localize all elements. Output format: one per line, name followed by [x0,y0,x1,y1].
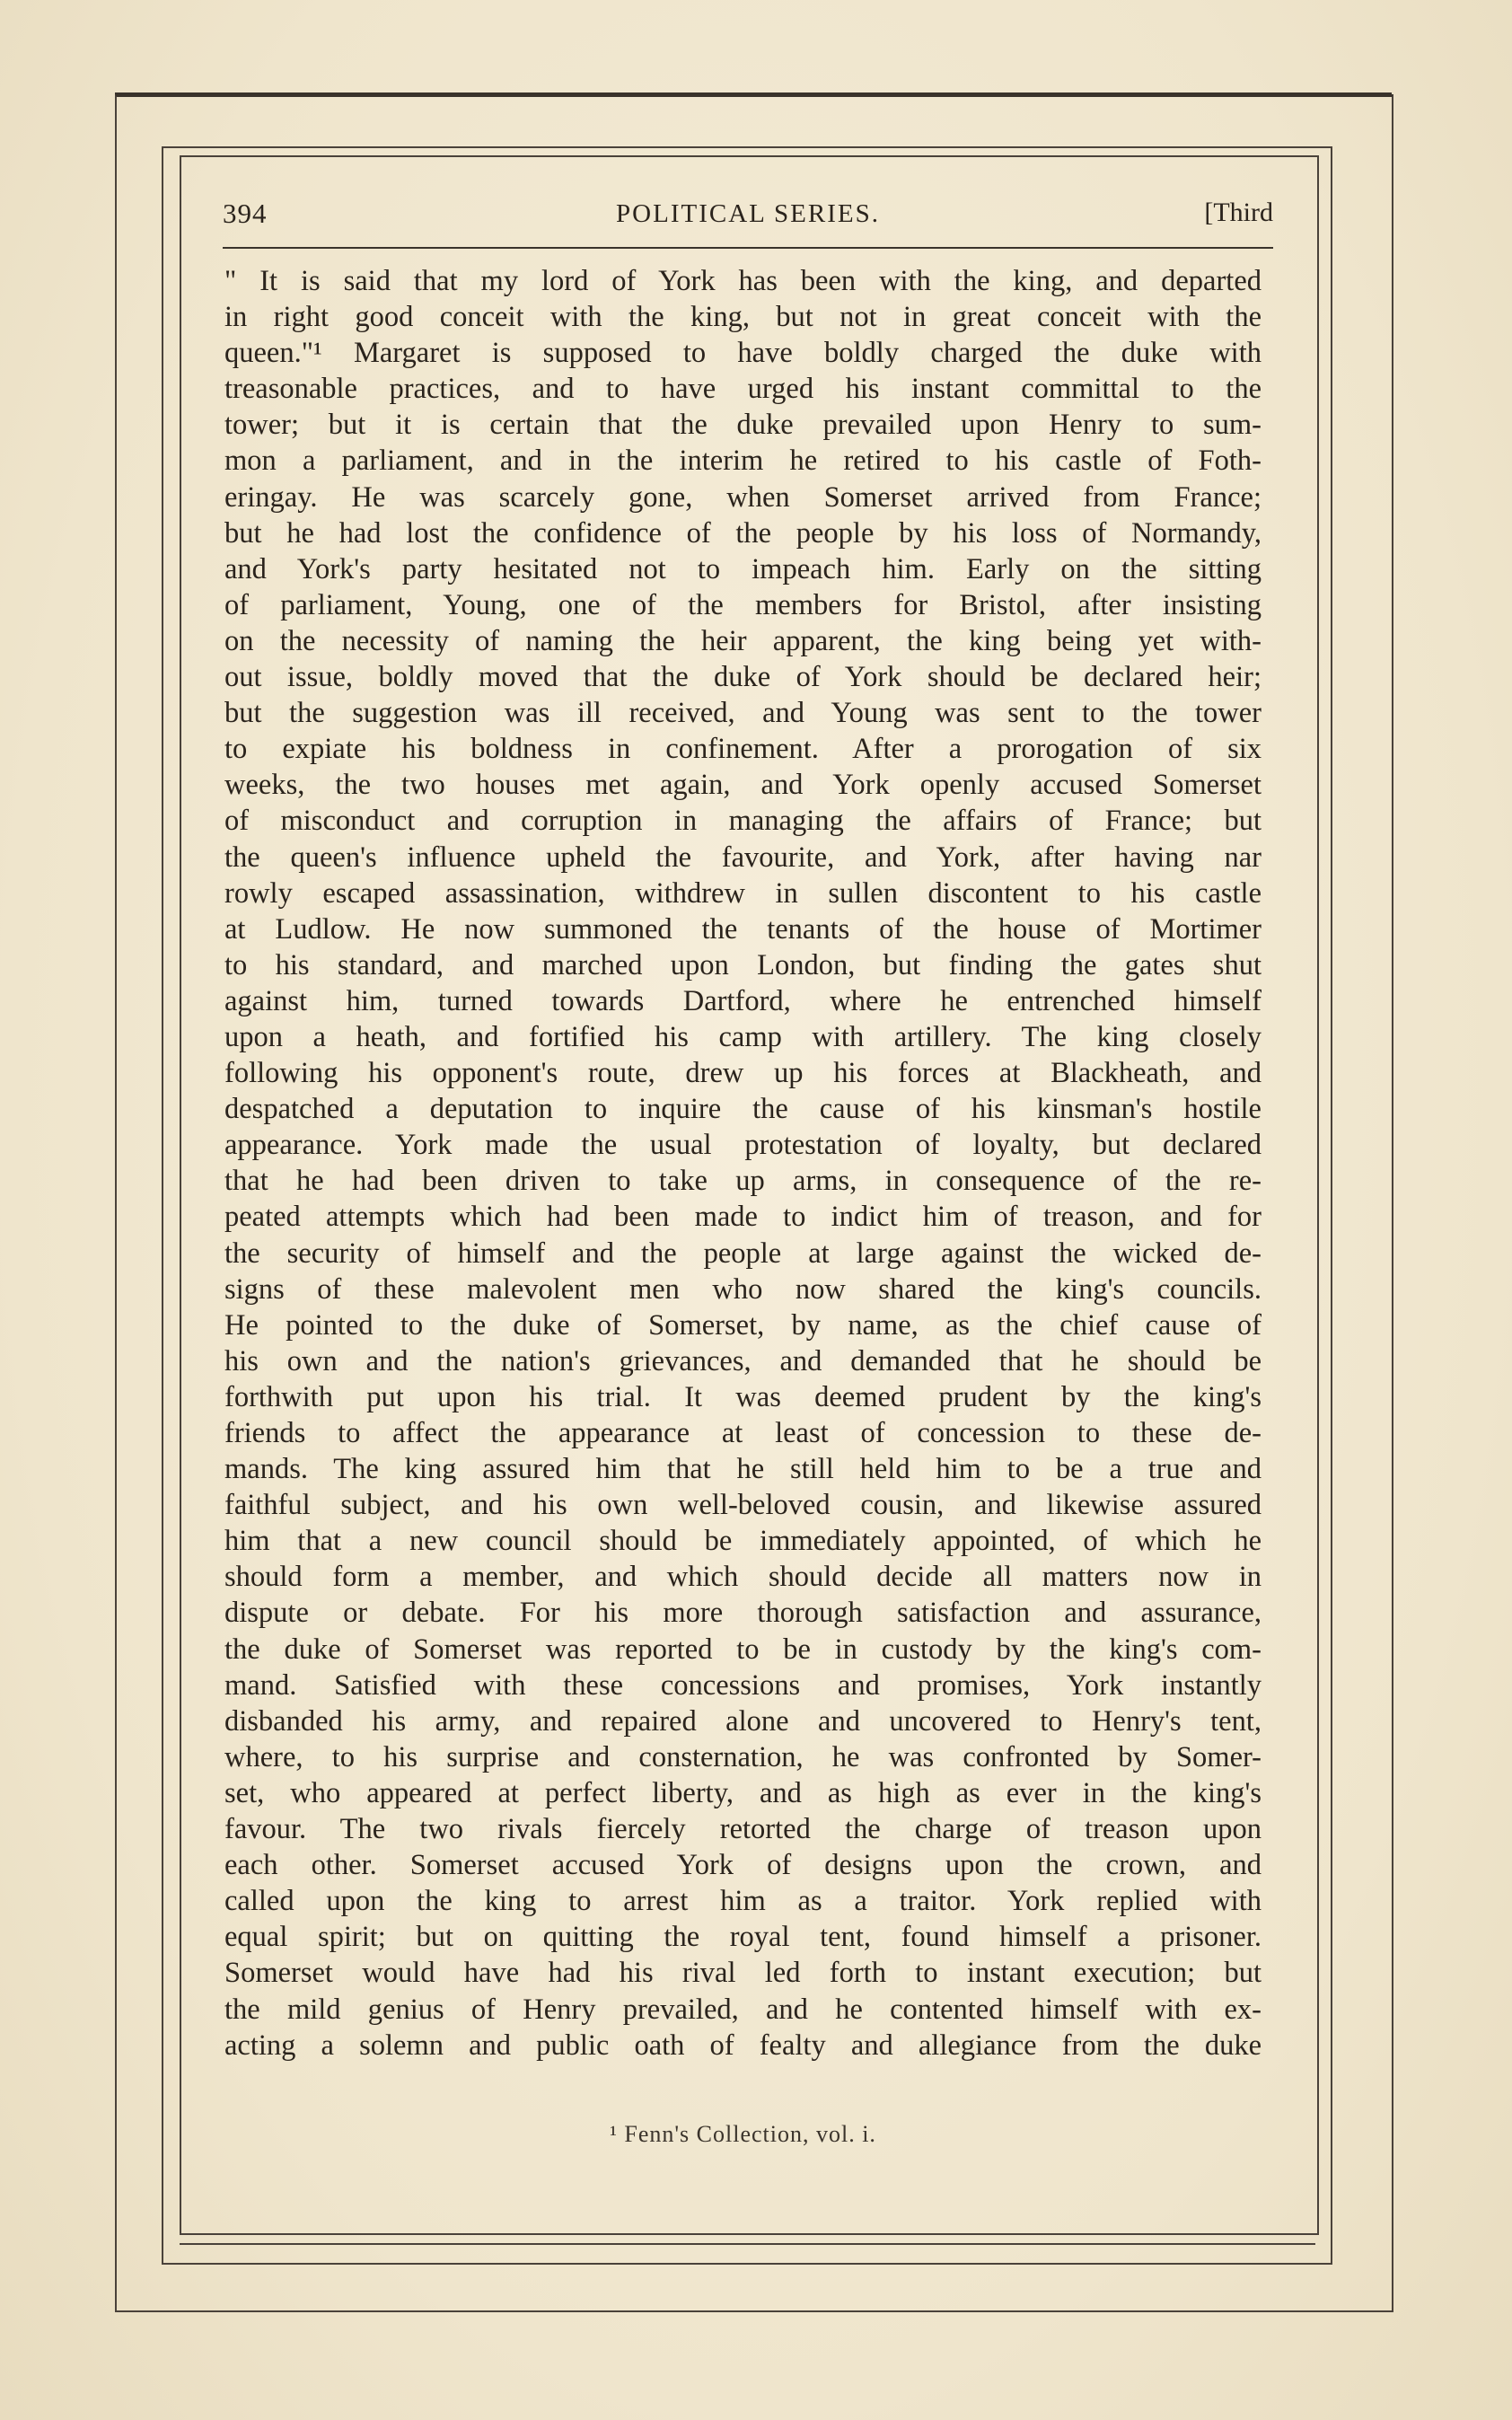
text-line: despatched a deputation to inquire the cause of his kinsman's hostile [224,1093,1261,1126]
text-line: his own and the nation's grievances, and demanded that he should be [224,1344,1261,1377]
text-line: and York's party hesitated not to impeach him. Early on the sitting [224,552,1261,585]
text-line: disbanded his army, and repaired alone and uncovered to Henry's tent, [224,1704,1261,1738]
text-line: mon a parliament, and in the interim he retired to his castle of Foth- [224,444,1261,478]
text-line: mand. Satisfied with these concessions and promises, York instantly [224,1668,1261,1702]
bottom-rule [180,2243,1315,2245]
text-line: equal spirit; but on quitting the royal tent, found himself a prisoner. [224,1921,1261,1954]
text-line: set, who appeared at perfect liberty, and as high as ever in the king's [224,1776,1261,1809]
text-line: faithful subject, and his own well-beloved cousin, and likewise assured [224,1489,1261,1522]
text-line: mands. The king assured him that he still held him to be a true and [224,1453,1261,1486]
text-line: out issue, boldly moved that the duke of York should be declared heir; [224,661,1261,694]
text-line: He pointed to the duke of Somerset, by name, as the chief cause of [224,1308,1261,1342]
header-rule [223,247,1273,249]
text-line: rowly escaped assassination, withdrew in sullen discontent to his castle [224,876,1261,910]
page-header [223,198,1273,242]
text-line: called upon the king to arrest him as a traitor. York replied with [224,1885,1261,1918]
text-line: the mild genius of Henry prevailed, and he contented himself with ex- [224,1993,1261,2026]
text-line: acting a solemn and public oath of fealty and allegiance from the duke [224,2028,1261,2062]
text-line: at Ludlow. He now summoned the tenants of the house of Mortimer [224,912,1261,946]
text-line: him that a new council should be immediately appointed, of which he [224,1525,1261,1558]
text-line: each other. Somerset accused York of designs upon the crown, and [224,1849,1261,1882]
text-line: against him, turned towards Dartford, where he entrenched himself [224,984,1261,1017]
section-mark: [Third [1204,198,1273,227]
text-line: of parliament, Young, one of the members for Bristol, after insisting [224,588,1261,621]
footnote: ¹ Fenn's Collection, vol. i. [610,2121,876,2147]
body-text [224,263,1261,2064]
text-line: of misconduct and corruption in managing the affairs of France; but [224,805,1261,838]
text-line: but he had lost the confidence of the people by his loss of Normandy, [224,516,1261,550]
text-line: favour. The two rivals fiercely retorted the charge of treason upon [224,1813,1261,1846]
text-line: queen."¹ Margaret is supposed to have boldly charged the duke with [224,337,1261,370]
text-line: eringay. He was scarcely gone, when Somerset arrived from France; [224,480,1261,514]
text-line: following his opponent's route, drew up his forces at Blackheath, and [224,1057,1261,1090]
text-line: weeks, the two houses met again, and York openly accused Somerset [224,769,1261,802]
page-number: 394 [223,198,268,229]
text-line: dispute or debate. For his more thorough satisfaction and assurance, [224,1597,1261,1630]
text-line: appearance. York made the usual protestation of loyalty, but declared [224,1129,1261,1162]
running-title: POLITICAL SERIES. [616,199,880,228]
text-line: Somerset would have had his rival led forth to instant execution; but [224,1957,1261,1990]
text-line: to expiate his boldness in confinement. After a prorogation of six [224,733,1261,766]
text-line: treasonable practices, and to have urged his instant committal to the [224,373,1261,406]
text-line: friends to affect the appearance at least of concession to these de- [224,1417,1261,1449]
text-line: tower; but it is certain that the duke prevailed upon Henry to sum- [224,409,1261,442]
text-line: forthwith put upon his trial. It was deemed prudent by the king's [224,1380,1261,1413]
text-line: but the suggestion was ill received, and Young was sent to the tower [224,697,1261,730]
text-line: the duke of Somerset was reported to be in custody by the king's com- [224,1632,1261,1666]
text-line: should form a member, and which should decide all matters now in [224,1561,1261,1594]
text-line: where, to his surprise and consternation, he was confronted by Somer- [224,1740,1261,1773]
text-line: the security of himself and the people at large against the wicked de- [224,1236,1261,1270]
text-line: to his standard, and marched upon London, but finding the gates shut [224,948,1261,981]
text-line: peated attempts which had been made to indict him of treason, and for [224,1201,1261,1234]
text-line: in right good conceit with the king, but not in great conceit with the [224,301,1261,334]
text-line: signs of these malevolent men who now shared the king's councils. [224,1272,1261,1306]
text-line: on the necessity of naming the heir apparent, the king being yet with- [224,624,1261,657]
text-line: " It is said that my lord of York has been with the king, and departed [224,265,1261,297]
text-line: the queen's influence upheld the favourite, and York, after having nar [224,840,1261,874]
text-line: that he had been driven to take up arms, in consequence of the re- [224,1165,1261,1198]
text-line: upon a heath, and fortified his camp with artillery. The king closely [224,1020,1261,1053]
